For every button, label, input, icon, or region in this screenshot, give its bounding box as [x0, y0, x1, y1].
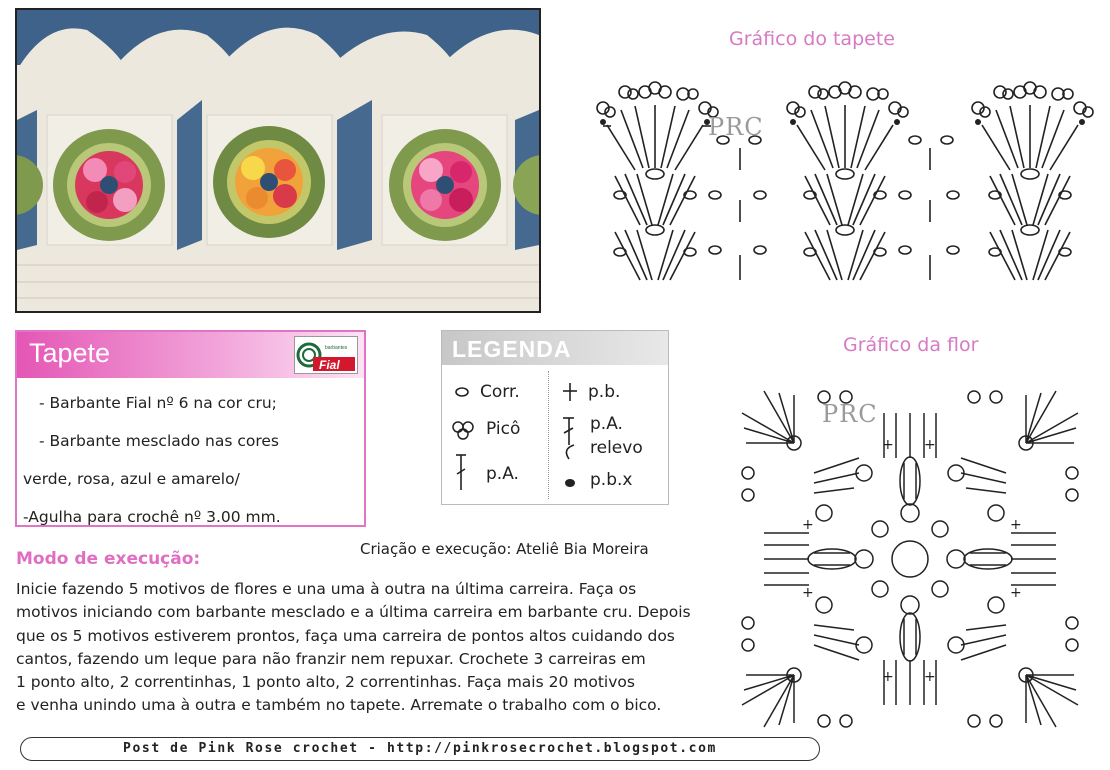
materials-line-1: - Barbante Fial nº 6 na cor cru; — [39, 394, 277, 412]
materials-card-header — [17, 332, 364, 378]
legend-pbx: p.b.x — [590, 470, 633, 490]
flor-chart-title: Gráfico da flor — [843, 334, 979, 356]
legend-pa: p.A. — [486, 464, 519, 484]
svg-text:Fial: Fial — [319, 358, 340, 372]
svg-text:+: + — [802, 517, 814, 533]
legend-corr: Corr. — [480, 382, 520, 402]
materials-line-4: -Agulha para crochê nº 3.00 mm. — [23, 508, 281, 526]
svg-text:+: + — [1010, 585, 1022, 601]
legend-pb: p.b. — [588, 382, 621, 402]
instructions-title: Modo de execução: — [16, 549, 201, 569]
svg-text:+: + — [1010, 517, 1022, 533]
chain-stitch-icon — [454, 386, 470, 398]
svg-text:+: + — [882, 669, 894, 685]
instructions-line-1: Inicie fazendo 5 motivos de flores e una uma à outra na última carreira. Faça os — [16, 580, 637, 598]
instructions-line-5: 1 ponto alto, 2 correntinhas, 1 ponto alto, 2 correntinhas. Faça mais 20 motivos — [16, 673, 635, 692]
instructions-line-3: que os 5 motivos estiverem prontos, faça uma carreira de pontos altos cuidando dos — [16, 626, 675, 645]
legend-header — [442, 331, 668, 365]
blog-footer-link[interactable]: Post de Pink Rose crochet - http://pinkrosecrochet.blogspot.com — [20, 737, 820, 761]
flor-chart-diagram — [734, 383, 1086, 735]
legend-pa-relevo-2: relevo — [590, 438, 643, 458]
svg-text:+: + — [802, 585, 814, 601]
svg-text:barbantes: barbantes — [325, 345, 348, 351]
tapete-chart-diagram — [575, 70, 1095, 290]
legend-box — [441, 330, 669, 505]
flor-watermark: PRC — [822, 400, 878, 428]
relief-double-crochet-icon — [560, 415, 578, 461]
svg-text:+: + — [924, 437, 936, 453]
instructions-line-4: cantos, fazendo um leque para não franzir nem repuxar. Crochete 3 carreiras em — [16, 649, 646, 668]
double-crochet-icon — [454, 452, 468, 492]
credit-line: Criação e execução: Ateliê Bia Moreira — [360, 540, 649, 558]
instructions-line-6: e venha unindo uma à outra e também no tapete. Arremate o trabalho com o bico. — [16, 696, 662, 715]
materials-line-3: verde, rosa, azul e amarelo/ — [23, 470, 240, 488]
svg-text:+: + — [924, 669, 936, 685]
instructions-text — [16, 578, 736, 718]
single-crochet-icon — [562, 381, 578, 403]
materials-card-title: Tapete — [29, 338, 111, 368]
instructions-line-2: motivos iniciando com barbante mesclado e a última carreira em barbante cru. Depois — [16, 603, 691, 622]
slip-stitch-icon — [564, 478, 576, 488]
materials-list — [23, 384, 281, 536]
legend-title: LEGENDA — [452, 336, 572, 362]
picot-icon — [450, 419, 476, 441]
materials-line-2: - Barbante mesclado nas cores — [39, 432, 279, 450]
fial-logo — [294, 336, 358, 374]
legend-divider — [548, 371, 549, 499]
legend-pico: Picô — [486, 419, 521, 439]
materials-card — [15, 330, 366, 527]
tapete-watermark: PRC — [708, 113, 764, 141]
legend-pa-relevo-1: p.A. — [590, 414, 623, 434]
tapete-chart-title: Gráfico do tapete — [729, 28, 895, 50]
crochet-rug-photo — [15, 8, 541, 313]
svg-text:+: + — [882, 437, 894, 453]
